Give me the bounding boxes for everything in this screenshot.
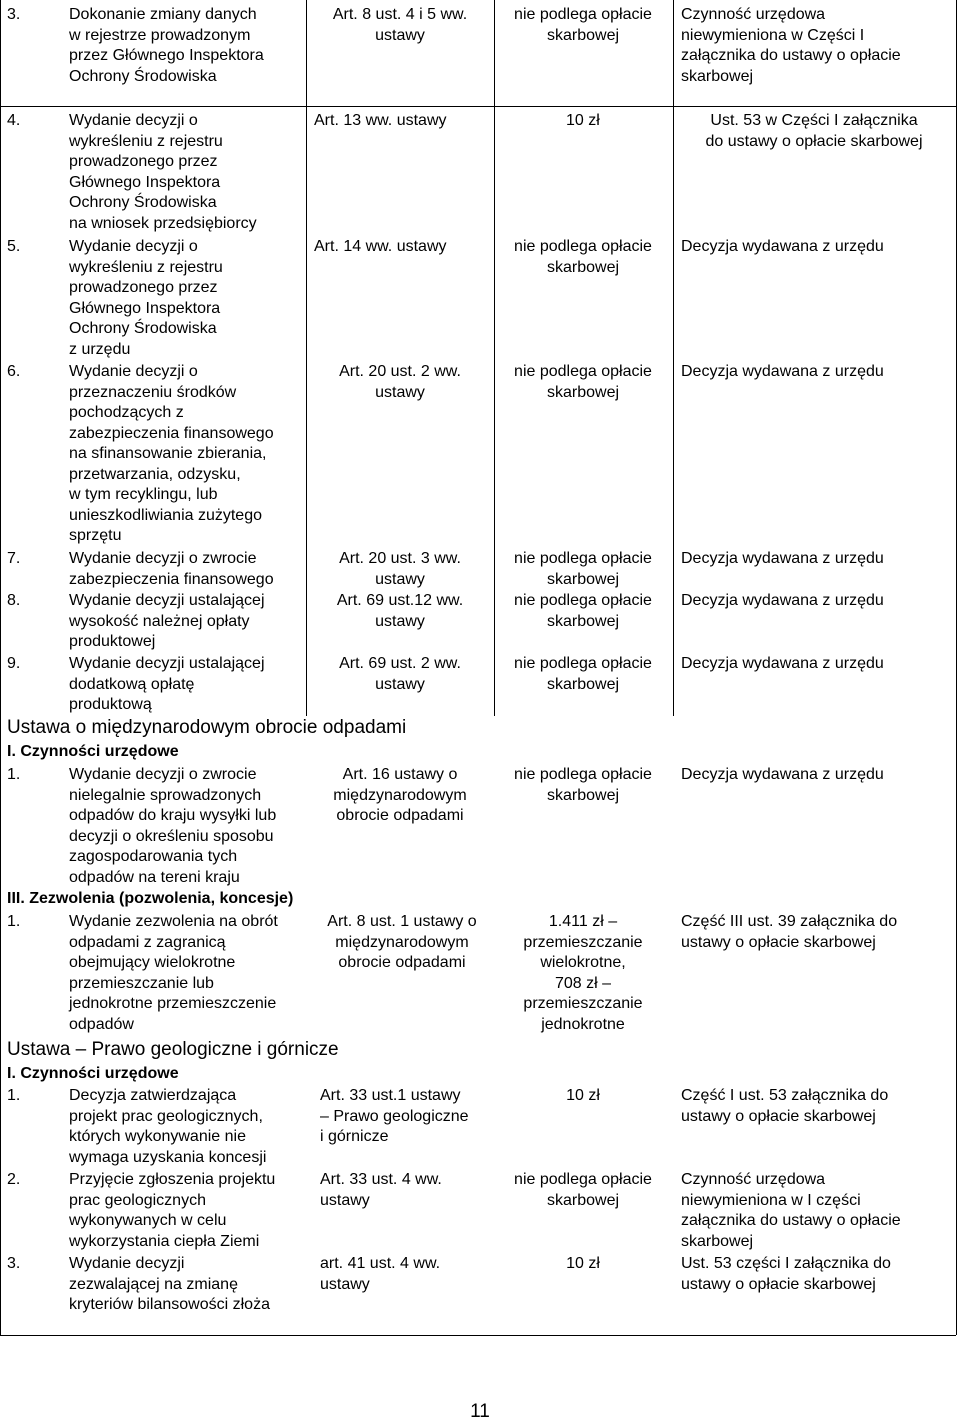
row-fee: nie podlega opłacie skarbowej bbox=[514, 1171, 652, 1209]
row-legal-basis: Art. 8 ust. 1 ustawy o międzynarodowym obrocie odpadami bbox=[327, 913, 477, 971]
row-number: 1. bbox=[7, 766, 21, 783]
row-name: Wydanie decyzji o przeznaczeniu środków pochodzących z zabezpieczenia finansowego na sfinansowanie zbierania, przetwarzania, odzysku, w tym recyklingu, lub unieszkodliwiania zużytego sprzętu bbox=[69, 363, 274, 544]
row-number: 3. bbox=[7, 1255, 21, 1272]
row-number: 6. bbox=[7, 363, 21, 380]
column-divider-3 bbox=[673, 0, 674, 716]
row-note: Ust. 53 w Części I załącznika do ustawy o opłacie skarbowej bbox=[705, 112, 923, 150]
row-note: Decyzja wydawana z urzędu bbox=[681, 238, 884, 255]
row-number: 7. bbox=[7, 550, 21, 567]
row-note: Decyzja wydawana z urzędu bbox=[681, 592, 884, 609]
row-name: Przyjęcie zgłoszenia projektu prac geologicznych wykonywanych w celu wykorzystania ciepła Ziemi bbox=[69, 1171, 276, 1250]
row-legal-basis: Art. 69 ust. 2 ww. ustawy bbox=[339, 655, 461, 693]
row-fee: nie podlega opłacie skarbowej bbox=[514, 363, 652, 401]
section-subheading: I. Czynności urzędowe bbox=[7, 1065, 179, 1082]
section-heading: Ustawa – Prawo geologiczne i górnicze bbox=[7, 1039, 339, 1060]
row-number: 8. bbox=[7, 592, 21, 609]
row-fee: 10 zł bbox=[566, 112, 600, 129]
table-border-right bbox=[956, 0, 957, 1335]
row-note: Część III ust. 39 załącznika do ustawy o opłacie skarbowej bbox=[681, 913, 898, 951]
row-fee: 10 zł bbox=[566, 1255, 600, 1272]
column-divider-1 bbox=[306, 0, 307, 716]
row-number: 5. bbox=[7, 238, 21, 255]
row-fee: nie podlega opłacie skarbowej bbox=[514, 766, 652, 804]
row-fee: nie podlega opłacie skarbowej bbox=[514, 550, 652, 588]
row-note: Decyzja wydawana z urzędu bbox=[681, 655, 884, 672]
row-legal-basis: Art. 33 ust.1 ustawy – Prawo geologiczne i górnicze bbox=[320, 1087, 469, 1145]
row-legal-basis: Art. 16 ustawy o międzynarodowym obrocie odpadami bbox=[333, 766, 467, 824]
row-note: Decyzja wydawana z urzędu bbox=[681, 363, 884, 380]
row-fee: nie podlega opłacie skarbowej bbox=[514, 6, 652, 44]
row-number: 4. bbox=[7, 112, 21, 129]
section-subheading: III. Zezwolenia (pozwolenia, koncesje) bbox=[7, 890, 294, 907]
row-fee: nie podlega opłacie skarbowej bbox=[514, 592, 652, 630]
row-legal-basis: Art. 69 ust.12 ww. ustawy bbox=[336, 592, 464, 630]
table-border-bottom bbox=[0, 1335, 956, 1336]
column-divider-2 bbox=[494, 0, 495, 716]
row-legal-basis: Art. 13 ww. ustawy bbox=[314, 112, 447, 129]
row-name: Wydanie decyzji o zwrocie nielegalnie sprowadzonych odpadów do kraju wysyłki lub decyzji o określeniu sposobu zagospodarowania tych odpadów na tereni kraju bbox=[69, 766, 277, 886]
row-name: Wydanie decyzji o wykreśleniu z rejestru prowadzonego przez Głównego Inspektora Ochrony Środowiska na wniosek przedsiębiorcy bbox=[69, 112, 257, 232]
row-note: Decyzja wydawana z urzędu bbox=[681, 550, 884, 567]
row-divider-3 bbox=[0, 106, 956, 107]
row-fee: nie podlega opłacie skarbowej bbox=[514, 238, 652, 276]
row-name: Wydanie zezwolenia na obrót odpadami z zagranicą obejmujący wielokrotne przemieszczanie lub jednokrotne przemieszczenie odpadów bbox=[69, 913, 278, 1033]
row-legal-basis: Art. 20 ust. 2 ww. ustawy bbox=[339, 363, 461, 401]
section-heading: Ustawa o międzynarodowym obrocie odpadami bbox=[7, 717, 407, 738]
row-number: 1. bbox=[7, 1087, 21, 1104]
row-legal-basis: Art. 14 ww. ustawy bbox=[314, 238, 447, 255]
row-name: Wydanie decyzji zezwalającej na zmianę kryteriów bilansowości złoża bbox=[69, 1255, 270, 1313]
row-number: 9. bbox=[7, 655, 21, 672]
row-name: Decyzja zatwierdzająca projekt prac geologicznych, których wykonywanie nie wymaga uzyskania koncesji bbox=[69, 1087, 267, 1166]
row-note: Czynność urzędowa niewymieniona w Części I załącznika do ustawy o opłacie skarbowej bbox=[681, 6, 901, 85]
row-name: Dokonanie zmiany danych w rejestrze prowadzonym przez Głównego Inspektora Ochrony Środowiska bbox=[69, 6, 264, 85]
row-number: 2. bbox=[7, 1171, 21, 1188]
page-number: 11 bbox=[470, 1401, 490, 1422]
row-name: Wydanie decyzji o wykreśleniu z rejestru prowadzonego przez Głównego Inspektora Ochrony Środowiska z urzędu bbox=[69, 238, 223, 358]
row-note: Część I ust. 53 załącznika do ustawy o opłacie skarbowej bbox=[681, 1087, 889, 1125]
row-fee: 10 zł bbox=[566, 1087, 600, 1104]
row-legal-basis: Art. 8 ust. 4 i 5 ww. ustawy bbox=[332, 6, 468, 44]
row-fee: 1.411 zł – przemieszczanie wielokrotne, 708 zł – przemieszczanie jednokrotne bbox=[523, 913, 643, 1033]
row-name: Wydanie decyzji o zwrocie zabezpieczenia finansowego bbox=[69, 550, 274, 588]
row-number: 3. bbox=[7, 6, 21, 23]
table-border-left bbox=[0, 0, 1, 1335]
section-subheading: I. Czynności urzędowe bbox=[7, 743, 179, 760]
row-number: 1. bbox=[7, 913, 21, 930]
row-note: Ust. 53 części I załącznika do ustawy o opłacie skarbowej bbox=[681, 1255, 891, 1293]
row-note: Czynność urzędowa niewymieniona w I części załącznika do ustawy o opłacie skarbowej bbox=[681, 1171, 901, 1250]
row-note: Decyzja wydawana z urzędu bbox=[681, 766, 884, 783]
row-fee: nie podlega opłacie skarbowej bbox=[514, 655, 652, 693]
row-name: Wydanie decyzji ustalającej dodatkową opłatę produktową bbox=[69, 655, 265, 713]
row-legal-basis: Art. 33 ust. 4 ww. ustawy bbox=[320, 1171, 442, 1209]
row-legal-basis: Art. 20 ust. 3 ww. ustawy bbox=[339, 550, 461, 588]
row-name: Wydanie decyzji ustalającej wysokość należnej opłaty produktowej bbox=[69, 592, 265, 650]
row-legal-basis: art. 41 ust. 4 ww. ustawy bbox=[320, 1255, 441, 1293]
